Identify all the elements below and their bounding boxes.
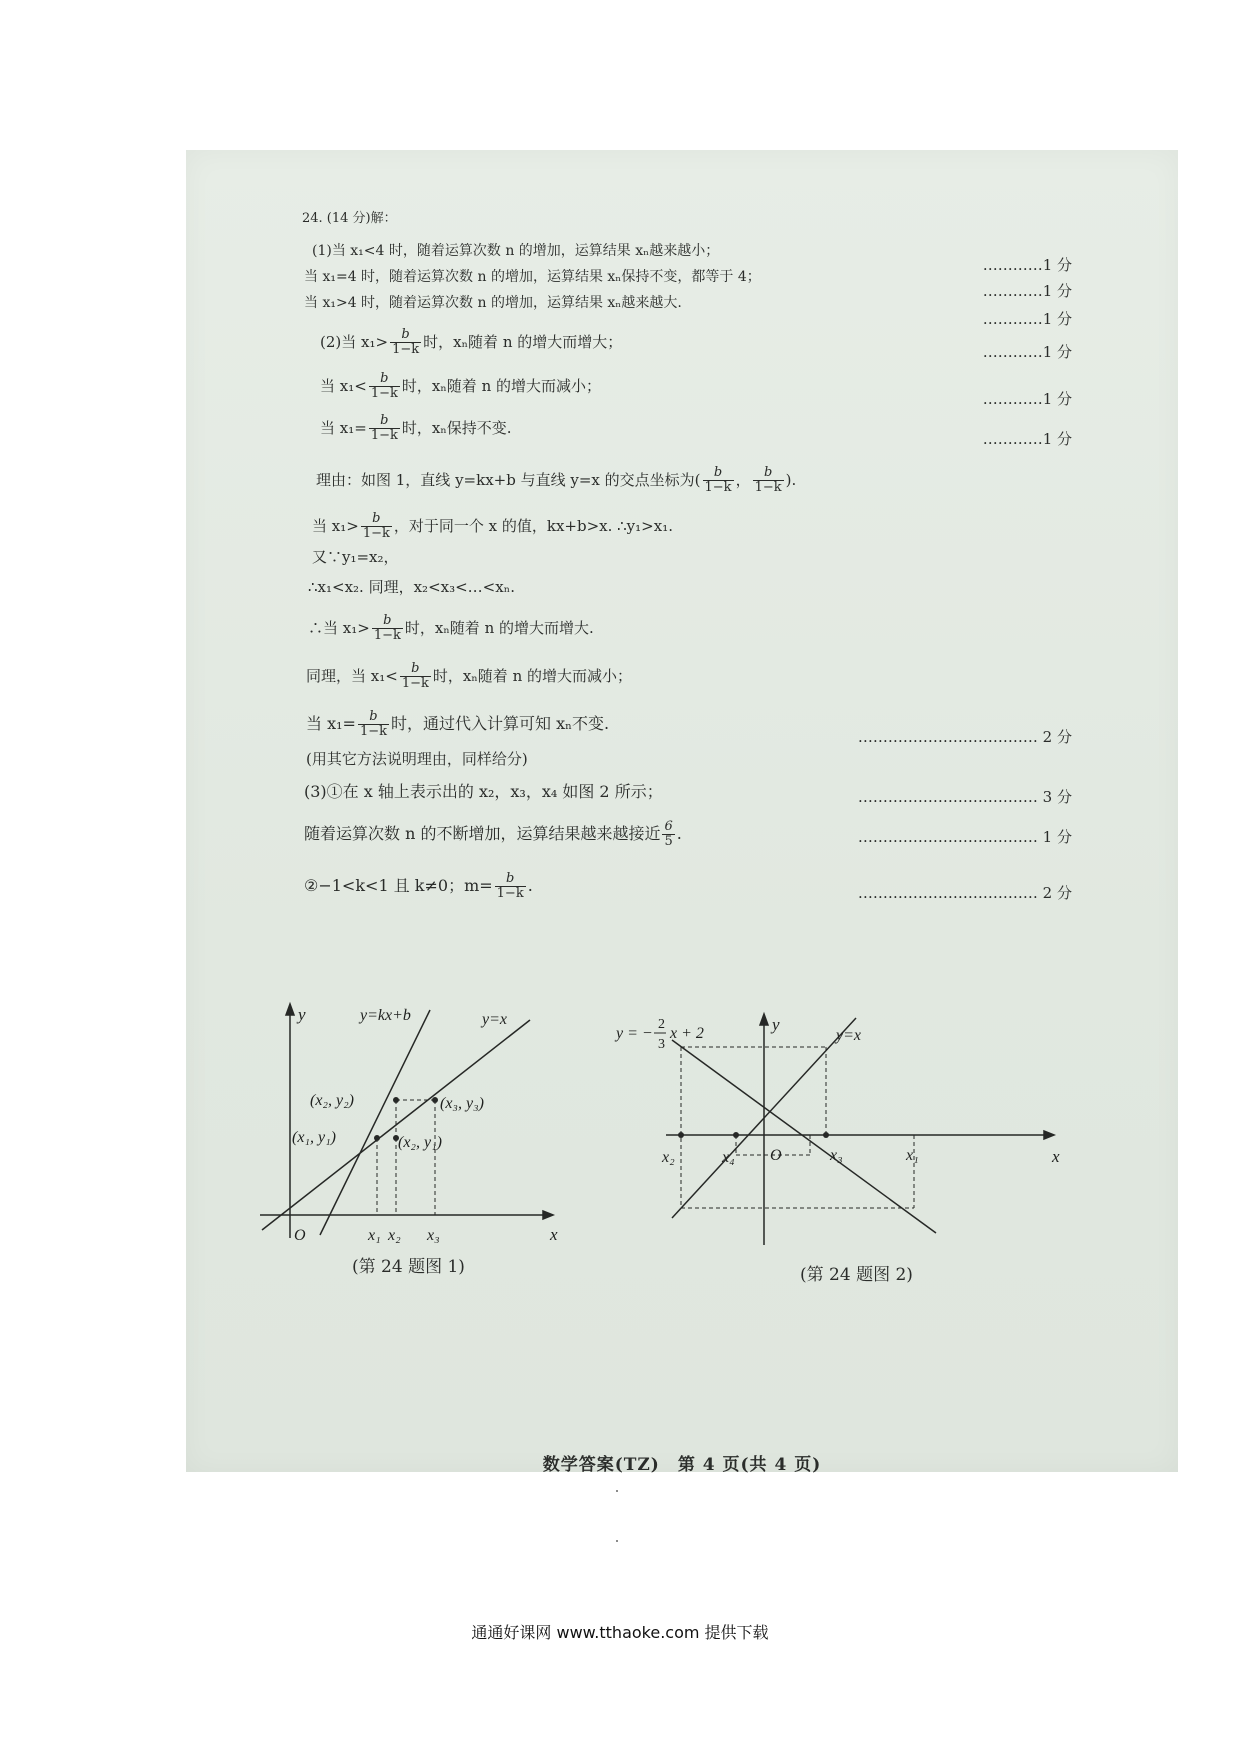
fig1-label-x2y1: (x₂, y₁) <box>398 1134 442 1151</box>
score-mark: ……………………………… 1 分 <box>857 828 1072 846</box>
score-mark: …………1 分 <box>982 310 1072 328</box>
fraction-denominator: 1−k <box>370 427 398 443</box>
score-mark: …………1 分 <box>982 430 1072 448</box>
fig2-x-arrow <box>1044 1131 1054 1139</box>
figure-2-caption: (第 24 题图 2) <box>800 1265 913 1285</box>
fig2-eq-frac-num: 2 <box>658 1017 665 1032</box>
page-footer: 数学答案(TZ) 第 4 页(共 4 页) <box>542 1455 822 1475</box>
fig1-line-kx-b <box>320 1010 430 1235</box>
line-text-pre: 当 x₁> <box>312 516 359 535</box>
solution-line-r3 <box>312 550 399 565</box>
fig2-eq-post: x + 2 <box>670 1025 704 1042</box>
line-text: ∴x₁<x₂. 同理，x₂<x₃<…<xₙ. <box>308 578 515 596</box>
fig2-tick-x1: x₁ <box>906 1147 919 1164</box>
fig2-line-neg-two-thirds <box>672 1040 936 1233</box>
score-mark: ……………………………… 2 分 <box>857 884 1072 902</box>
fraction-numerator: 6 <box>664 819 673 834</box>
fraction-denominator: 1−k <box>704 479 732 495</box>
solution-line-p1b <box>304 270 761 284</box>
line-text: (3)①在 x 轴上表示出的 x₂，x₃，x₄ 如图 2 所示； <box>304 782 663 801</box>
fraction <box>372 614 403 642</box>
fraction-numerator: b <box>763 465 773 480</box>
fraction <box>369 372 400 400</box>
line-text-pre: 同理，当 x₁< <box>306 666 398 685</box>
line-text: 当 x₁=4 时，随着运算次数 n 的增加，运算结果 xₙ保持不变，都等于 4； <box>304 269 761 285</box>
fraction <box>358 710 389 738</box>
line-text-pre: 当 x₁= <box>320 418 367 437</box>
fraction <box>361 512 392 540</box>
solution-line-p2a <box>320 328 622 356</box>
figure-2 <box>616 990 1086 1260</box>
score-mark: …………1 分 <box>982 390 1072 408</box>
fig1-point-x2y2 <box>393 1097 399 1103</box>
fraction-numerator: b <box>369 709 378 724</box>
solution-line-p3a <box>304 784 663 800</box>
fraction-numerator: b <box>713 465 723 480</box>
fraction <box>400 662 431 690</box>
line-text-post: 时，xₙ随着 n 的增大而增大； <box>423 332 623 351</box>
fig2-x-label: x <box>1052 1147 1060 1166</box>
fraction <box>369 414 400 442</box>
fraction-denominator: 1−k <box>754 479 782 495</box>
line-text-post: . <box>527 876 533 896</box>
line-text: 当 x₁>4 时，随着运算次数 n 的增加，运算结果 xₙ越来越大. <box>304 295 682 311</box>
fig1-point-x3y3 <box>432 1097 438 1103</box>
fig2-eq-pre: y = − <box>616 1025 653 1042</box>
fraction-numerator: b <box>383 613 392 628</box>
fig2-tick-x3: x₃ <box>830 1147 843 1164</box>
fig2-point-x3 <box>823 1132 829 1138</box>
fraction-denominator: 1−k <box>373 627 401 643</box>
solution-line-p3b <box>304 820 682 848</box>
line-text-post: 时，xₙ随着 n 的增大而减小； <box>401 376 602 395</box>
fig2-y-label: y <box>772 1015 780 1034</box>
fig1-x-label: x <box>550 1225 558 1244</box>
fig1-point-x1y1 <box>374 1135 380 1141</box>
fraction-denominator: 1−k <box>362 525 390 541</box>
solution-line-p1a <box>312 244 719 258</box>
fig2-tick-x4: x₄ <box>722 1149 735 1166</box>
line-text-pre: 当 x₁= <box>306 714 356 734</box>
fig1-tick-x2: x₂ <box>388 1227 401 1244</box>
solution-line-r8 <box>306 752 528 767</box>
question-heading: 24. (14 分)解： <box>302 211 397 226</box>
solution-line-r6 <box>306 662 632 690</box>
score-mark: …………1 分 <box>982 343 1072 361</box>
fraction <box>662 820 674 848</box>
fraction-denominator: 1−k <box>370 385 398 401</box>
figure-1 <box>270 990 570 1275</box>
site-credit: 通通好课网 www.tthaoke.com 提供下载 <box>471 1623 769 1642</box>
line-text-post: ). <box>785 470 797 489</box>
fig1-label-x1y1: (x₁, y₁) <box>292 1129 336 1146</box>
fig1-y-arrow <box>286 1004 294 1015</box>
fraction-denominator: 1−k <box>496 885 524 901</box>
fraction <box>753 466 784 494</box>
fraction-numerator: b <box>401 327 410 342</box>
scanned-answer-page <box>186 150 1178 1475</box>
solution-line-p3c <box>304 872 533 900</box>
score-mark: ……………………………… 3 分 <box>857 788 1072 806</box>
score-mark: …………1 分 <box>982 256 1072 274</box>
solution-line-p2c <box>320 414 512 442</box>
fig2-tick-x2: x₂ <box>662 1149 675 1166</box>
fig2-y-arrow <box>760 1014 768 1025</box>
solution-line-r2 <box>312 512 673 540</box>
fig1-tick-x3: x₃ <box>427 1227 440 1244</box>
line-text-mid: ， <box>735 470 751 489</box>
solution-line-p2b <box>320 372 601 400</box>
fraction-denominator: 5 <box>664 833 673 849</box>
fig2-point-x4 <box>733 1132 739 1138</box>
fig1-label-x3y3: (x₃, y₃) <box>440 1095 484 1112</box>
fig2-line2-label: y=x <box>836 1027 861 1044</box>
stray-dot-2 <box>616 1540 618 1542</box>
fraction-denominator: 1−k <box>401 675 429 691</box>
fraction-numerator: b <box>506 871 515 886</box>
score-mark: …………1 分 <box>982 282 1072 300</box>
fig1-tick-x1: x₁ <box>368 1227 381 1244</box>
fig2-eq-frac-den: 3 <box>658 1037 665 1052</box>
fraction-numerator: b <box>380 413 389 428</box>
line-text-post: 时，xₙ随着 n 的增大而减小； <box>432 666 633 685</box>
fig2-origin-label: O <box>770 1147 782 1164</box>
line-text-post: . <box>676 824 682 844</box>
fig1-x-arrow <box>543 1211 553 1219</box>
fraction-numerator: b <box>411 661 420 676</box>
solution-line-r7 <box>306 710 609 738</box>
line-text-pre: (2)当 x₁> <box>320 332 389 351</box>
fraction-numerator: b <box>372 511 381 526</box>
line-text-pre: 理由：如图 1，直线 y=kx+b 与直线 y=x 的交点坐标为( <box>316 470 701 489</box>
line-text: (用其它方法说明理由，同样给分) <box>306 750 528 768</box>
fig1-line1-label: y=kx+b <box>360 1007 411 1024</box>
stray-dot-1 <box>616 1490 618 1492</box>
fraction <box>703 466 734 494</box>
fraction <box>390 328 421 356</box>
line-text: 又∵y₁=x₂， <box>312 548 399 566</box>
fig2-point-x2 <box>678 1132 684 1138</box>
line-text-post: 时，xₙ随着 n 的增大而增大. <box>404 618 594 637</box>
line-text-pre: ②−1<k<1 且 k≠0；m= <box>304 876 493 896</box>
solution-line-r5 <box>308 614 594 642</box>
fig1-line2-label: y=x <box>482 1011 507 1028</box>
solution-line-r4 <box>308 580 515 595</box>
line-text: (1)当 x₁<4 时，随着运算次数 n 的增加，运算结果 xₙ越来越小； <box>312 243 720 259</box>
fraction-numerator: b <box>380 371 389 386</box>
line-text-post: ，对于同一个 x 的值，kx+b>x. ∴y₁>x₁. <box>393 516 673 535</box>
fraction-denominator: 1−k <box>359 723 387 739</box>
solution-line-p1c <box>304 296 682 310</box>
score-mark: ……………………………… 2 分 <box>857 728 1072 746</box>
fig1-label-x2y2: (x₂, y₂) <box>310 1092 354 1109</box>
line-text-pre: ∴当 x₁> <box>308 618 370 637</box>
fraction-denominator: 1−k <box>392 341 420 357</box>
figure-1-caption: (第 24 题图 1) <box>352 1257 465 1277</box>
line-text-pre: 随着运算次数 n 的不断增加，运算结果越来越接近 <box>304 824 661 844</box>
solution-line-r1 <box>316 466 796 494</box>
fig1-y-label: y <box>298 1005 306 1024</box>
fig1-origin-label: O <box>294 1227 306 1244</box>
line-text-pre: 当 x₁< <box>320 376 367 395</box>
line-text-post: 时，xₙ保持不变. <box>401 418 512 437</box>
fraction <box>495 872 526 900</box>
line-text-post: 时，通过代入计算可知 xₙ不变. <box>390 714 610 734</box>
